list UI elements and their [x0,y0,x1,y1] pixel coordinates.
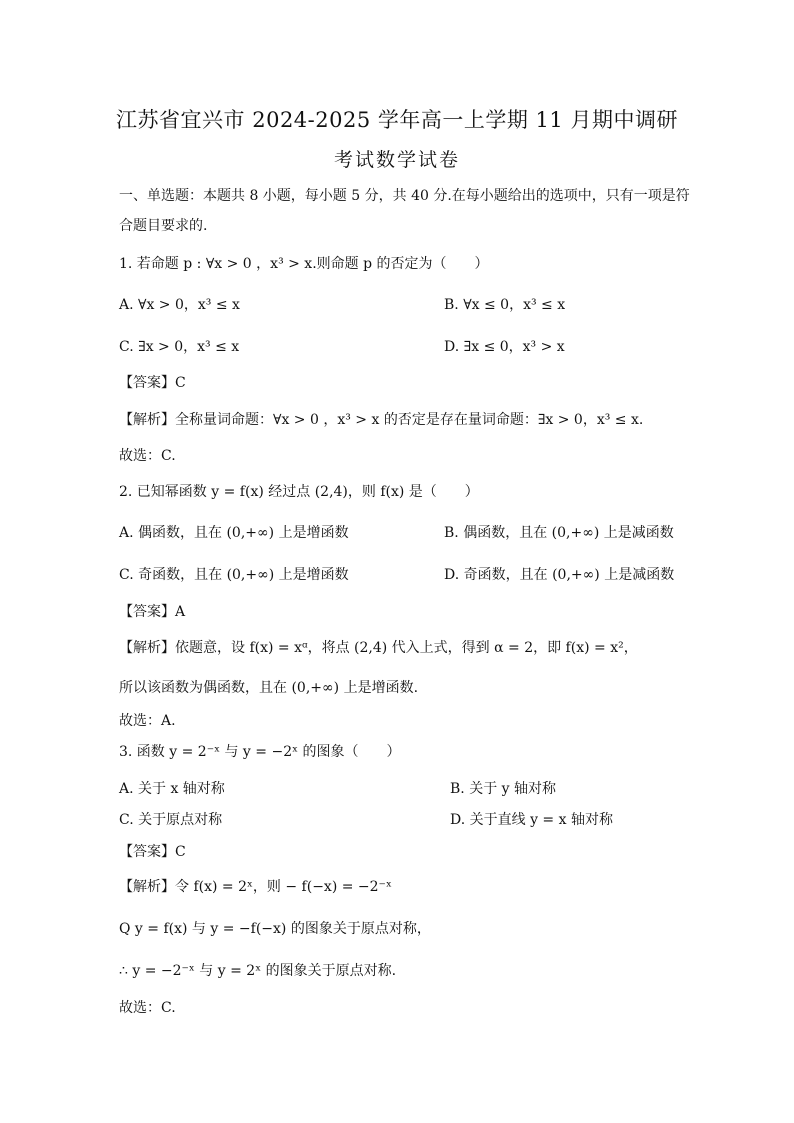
q3-option-d: D. 关于直线 y = x 轴对称 [450,812,613,828]
q1-option-d: D. ∃x ≤ 0，x³ > x [444,339,565,355]
q3-conclusion: 故选：C. [119,1000,176,1016]
q2-analysis-line2: 所以该函数为偶函数，且在 (0,+∞) 上是增函数. [119,680,419,696]
page-subtitle: 考试数学试卷 [333,149,460,171]
q3-option-b: B. 关于 y 轴对称 [450,781,556,797]
section-heading-line1: 一、单选题：本题共 8 小题，每小题 5 分，共 40 分.在每小题给出的选项中，只有一项是符 [119,188,690,204]
q1-conclusion: 故选：C. [119,448,176,464]
q3-answer: 【答案】C [119,844,186,860]
q2-option-d: D. 奇函数，且在 (0,+∞) 上是减函数 [444,567,675,583]
q2-analysis-line1: 【解析】依题意，设 f(x) = xᵅ，将点 (2,4) 代入上式，得到 α = 2，即 f(x) = x²， [119,640,638,656]
q1-stem: 1. 若命题 p : ∀x > 0 ，x³ > x.则命题 p 的否定为（ ） [119,256,489,272]
q2-option-b: B. 偶函数，且在 (0,+∞) 上是减函数 [444,525,674,541]
q2-stem: 2. 已知幂函数 y = f(x) 经过点 (2,4)，则 f(x) 是（ ） [119,484,479,500]
q1-option-a: A. ∀x > 0，x³ ≤ x [119,297,240,313]
page-title: 江苏省宜兴市 2024-2025 学年高一上学期 11 月期中调研 [116,108,678,132]
q3-analysis-line1: 【解析】令 f(x) = 2ˣ，则 − f(−x) = −2⁻ˣ [119,879,392,895]
q2-option-c: C. 奇函数，且在 (0,+∞) 上是增函数 [119,567,349,583]
q2-option-a: A. 偶函数，且在 (0,+∞) 上是增函数 [119,525,349,541]
q3-analysis-line2: Q y = f(x) 与 y = −f(−x) 的图象关于原点对称， [119,921,431,937]
q3-analysis-line3: ∴ y = −2⁻ˣ 与 y = 2ˣ 的图象关于原点对称. [119,963,397,979]
q2-conclusion: 故选：A. [119,713,176,729]
q3-option-c: C. 关于原点对称 [119,812,223,828]
q1-option-c: C. ∃x > 0，x³ ≤ x [119,339,240,355]
q3-stem: 3. 函数 y = 2⁻ˣ 与 y = −2ˣ 的图象（ ） [119,744,401,760]
q1-option-b: B. ∀x ≤ 0，x³ ≤ x [444,297,566,313]
q1-answer: 【答案】C [119,375,186,391]
q2-answer: 【答案】A [119,604,186,620]
section-heading-line2: 合题目要求的. [119,218,208,234]
q3-option-a: A. 关于 x 轴对称 [119,781,225,797]
q1-analysis: 【解析】全称量词命题：∀x > 0 ，x³ > x 的否定是存在量词命题：∃x > 0，x³ ≤ x. [119,412,644,428]
